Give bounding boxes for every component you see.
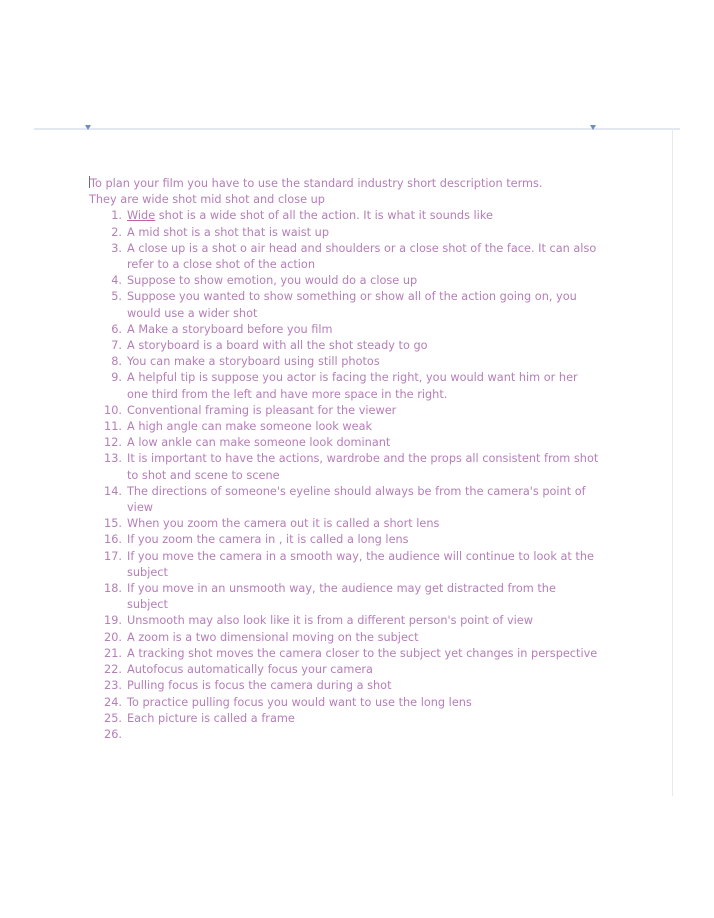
- list-item: [89, 695, 599, 711]
- list-number: 5.: [111, 290, 122, 304]
- list-item-text: A helpful tip is suppose you actor is facing the right, you would want him or her one third from the left and have more space in the right.: [127, 371, 578, 401]
- list-item: [89, 419, 599, 435]
- spelling-flagged-word[interactable]: Wide: [127, 209, 156, 223]
- document-body[interactable]: [89, 176, 599, 741]
- list-number: 15.: [104, 517, 122, 531]
- numbered-notes-list: [89, 208, 599, 741]
- list-number: 8.: [111, 355, 122, 369]
- list-item-text: Pulling focus is focus the camera during a shot: [127, 679, 392, 693]
- list-item-text: A Make a storyboard before you film: [127, 322, 333, 336]
- list-item: [89, 678, 599, 694]
- right-indent-marker-icon[interactable]: [590, 125, 596, 130]
- list-number: 6.: [111, 322, 122, 336]
- intro-line-1: [89, 176, 599, 192]
- list-item: [89, 273, 599, 289]
- list-item: [89, 354, 599, 370]
- list-item-text: If you zoom the camera in , it is called a long lens: [127, 533, 409, 547]
- list-number: 18.: [104, 582, 122, 596]
- list-item: [89, 484, 599, 516]
- list-item: [89, 451, 599, 483]
- list-item-text: Suppose you wanted to show something or show all of the action going on, you would use a wider shot: [127, 290, 577, 320]
- list-number: 3.: [111, 241, 122, 255]
- list-item: [89, 322, 599, 338]
- list-item: [89, 225, 599, 241]
- list-item: [89, 516, 599, 532]
- list-item-text: Each picture is called a frame: [127, 711, 295, 725]
- list-item: [89, 403, 599, 419]
- list-number: 10.: [104, 403, 122, 417]
- list-item-text: Unsmooth may also look like it is from a different person's point of view: [127, 614, 533, 628]
- list-item-text: A mid shot is a shot that is waist up: [127, 225, 329, 239]
- list-item: [89, 338, 599, 354]
- list-number: 13.: [104, 452, 122, 466]
- list-number: 12.: [104, 436, 122, 450]
- list-number: 22.: [104, 663, 122, 677]
- list-item-text: A tracking shot moves the camera closer to the subject yet changes in perspective: [127, 646, 598, 660]
- list-item: [89, 646, 599, 662]
- list-number: 14.: [104, 484, 122, 498]
- list-item-text: A zoom is a two dimensional moving on the subject: [127, 630, 419, 644]
- list-item: [89, 549, 599, 581]
- list-item-text: A storyboard is a board with all the shot steady to go: [127, 339, 428, 353]
- intro-line-2: They are wide shot mid shot and close up: [89, 193, 325, 207]
- list-item-text: shot is a wide shot of all the action. It is what it sounds like: [155, 209, 493, 223]
- list-item: [89, 241, 599, 273]
- list-item: [89, 370, 599, 402]
- list-item: [89, 208, 599, 224]
- list-item-text: A close up is a shot o air head and shoulders or a close shot of the face. It can also refer to a close shot of the action: [127, 241, 597, 272]
- list-number: 7.: [111, 339, 122, 353]
- list-number: 24.: [104, 695, 122, 709]
- list-item: [89, 613, 599, 629]
- list-number: 1.: [111, 209, 122, 223]
- list-number: 17.: [104, 549, 122, 563]
- list-item-text: Suppose to show emotion, you would do a close up: [127, 274, 418, 288]
- list-item-text: To practice pulling focus you would want to use the long lens: [127, 695, 472, 709]
- ruler-line: [34, 128, 680, 130]
- list-item: [89, 711, 599, 727]
- list-number: 26.: [104, 727, 122, 741]
- list-number: 21.: [104, 646, 122, 660]
- list-item-text: Autofocus automatically focus your camera: [127, 663, 373, 677]
- list-item-text: A high angle can make someone look weak: [127, 420, 373, 434]
- list-item: [89, 289, 599, 321]
- list-item: [89, 630, 599, 646]
- list-number: 11.: [104, 420, 122, 434]
- list-number: 23.: [104, 679, 122, 693]
- intro-line-1-text: To plan your film you have to use the standard industry short description terms.: [90, 177, 543, 190]
- list-item-text: If you move in an unsmooth way, the audience may get distracted from the subject: [127, 582, 556, 612]
- list-item-text: If you move the camera in a smooth way, the audience will continue to look at the subject: [127, 549, 594, 579]
- list-number: 9.: [111, 371, 122, 385]
- list-item-text: When you zoom the camera out it is called a short lens: [127, 517, 440, 531]
- list-number: 2.: [111, 225, 122, 239]
- list-number: 25.: [104, 711, 122, 725]
- list-item-text: The directions of someone's eyeline should always be from the camera's point of view: [127, 484, 586, 515]
- list-number: 19.: [104, 614, 122, 628]
- list-number: 20.: [104, 630, 122, 644]
- list-item: [89, 662, 599, 678]
- page-edge-divider: [672, 128, 673, 796]
- list-item: [89, 581, 599, 613]
- list-item: [89, 435, 599, 451]
- list-number: 16.: [104, 533, 122, 547]
- list-item-text: A low ankle can make someone look dominant: [127, 436, 391, 450]
- list-number: 4.: [111, 274, 122, 288]
- list-item-text: You can make a storyboard using still photos: [127, 355, 380, 369]
- list-item-text: Conventional framing is pleasant for the viewer: [127, 403, 397, 417]
- list-item: [89, 532, 599, 548]
- left-indent-marker-icon[interactable]: [85, 125, 91, 130]
- list-item-text: It is important to have the actions, wardrobe and the props all consistent from shot to shot and scene to scene: [127, 452, 599, 482]
